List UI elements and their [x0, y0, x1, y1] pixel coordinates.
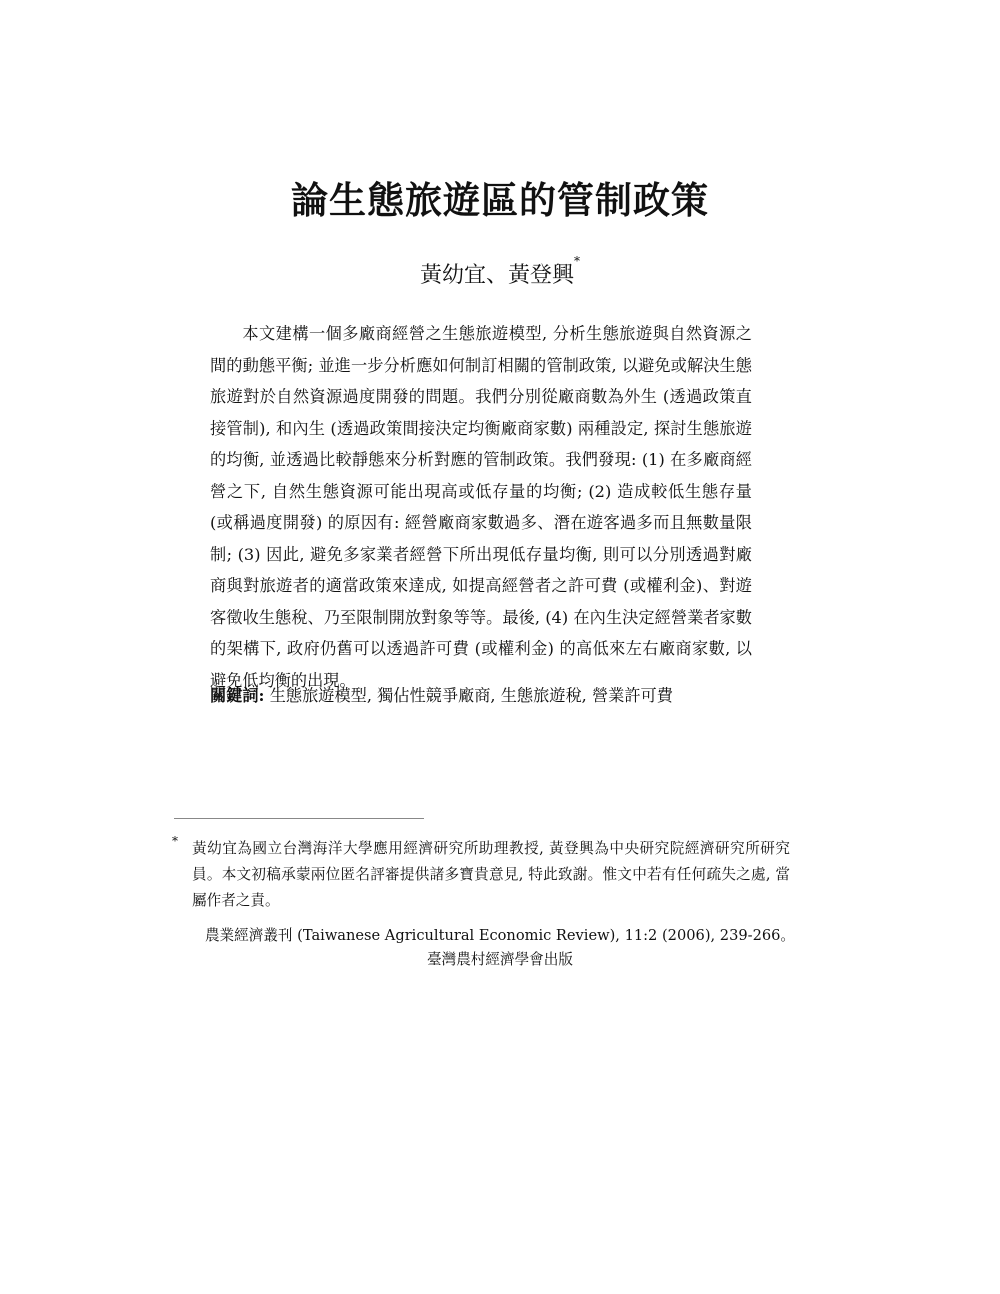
footnote-text: 黃幼宜為國立台灣海洋大學應用經濟研究所助理教授, 黃登興為中央研究院經濟研究所研究員。本文初稿承蒙兩位匿名評審提供諸多寶貴意見, 特此致謝。惟文中若有任何疏失之處, 當屬作者之責。 [192, 840, 790, 909]
journal-citation: 農業經濟叢刊 (Taiwanese Agricultural Economic Review), 11:2 (2006), 239-266。 [204, 927, 796, 944]
journal-publisher: 臺灣農村經濟學會出版 [427, 951, 573, 968]
keywords-line [210, 680, 770, 711]
keywords-label: 關鍵詞: [210, 686, 265, 705]
keywords-list: 生態旅遊模型, 獨佔性競爭廠商, 生態旅遊稅, 營業許可費 [264, 686, 673, 705]
author-footnote-mark: * [574, 254, 580, 268]
paper-title: 論生態旅遊區的管制政策 [291, 178, 709, 222]
footnote-mark: * [172, 834, 178, 848]
author-line [0, 254, 1000, 289]
journal-info [0, 924, 1000, 972]
abstract-paragraph: 本文建構一個多廠商經營之生態旅遊模型, 分析生態旅遊與自然資源之間的動態平衡; 並進一步分析應如何制訂相關的管制政策, 以避免或解決生態旅遊對於自然資源過度開發的問題。我們分別從廠商數為外生 (透過政策直接管制), 和內生 (透過政策間接決定均衡廠商家數) 兩種設定, 探討生態旅遊的均衡, 並透過比較靜態來分析對應的管制政策。我們發現: (1) 在多廠商經營之下, 自然生態資源可能出現高或低存量的均衡; (2) 造成較低生態存量 (或稱過度開發) 的原因有: 經營廠商家數過多、潛在遊客過多而且無數量限制; (3) 因此, 避免多家業者經營下所出現低存量均衡, 則可以分別透過對廠商與對旅遊者的適當政策來達成, 如提高經營者之許可費 (或權利金)、對遊客徵收生態稅、乃至限制開放對象等等。最後, (4) 在內生決定經營業者家數的架構下, 政府仍舊可以透過許可費 (或權利金) 的高低來左右廠商家數, 以避免低均衡的出現。 [210, 324, 752, 690]
footnote-divider [174, 818, 424, 819]
author-names: 黃幼宜、黃登興 [419, 263, 574, 288]
